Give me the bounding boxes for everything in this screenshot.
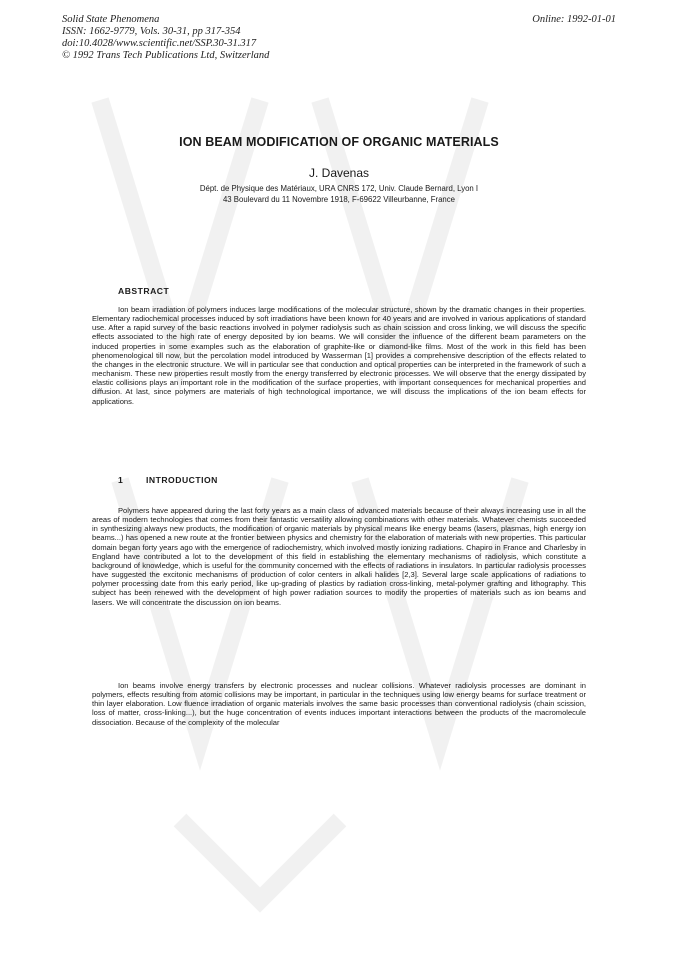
journal-name: Solid State Phenomena bbox=[62, 14, 160, 25]
intro-paragraph-2: Ion beams involve energy transfers by electronic processes and nuclear collisions. Whatever radiolysis processes are dominant in polymers, effects resulting from atomic collisions may be important, in particular in the techniques using low energy beams for surface treatment or thin layer elaboration. Low fluence irradiation of organic materials involves the same basic processes than conventional radiolysis (chain scission, loss of matter, cross-linking...), but the huge concentration of events induces important interactions between the products of the macromolecule dissociation. Because of the complexity of the molecular bbox=[92, 681, 586, 727]
journal-doi: doi:10.4028/www.scientific.net/SSP.30-31.317 bbox=[62, 38, 257, 49]
intro-paragraph-1: Polymers have appeared during the last forty years as a main class of advanced materials because of their always increasing use in all the areas of modern technologies that comes from their fantastic versatility allowing combinations with other materials. Whatever chemists succeeded in synthesizing always new products, the modification of organic materials by physical means like energy beams (lasers, plasmas, high energy ion beams...) has opened a new route at the frontier between physics and chemistry for the elaboration of materials with new properties. This particular domain began forty years ago with the emergence of radiochemistry, which involved mostly ionizing radiations. Chapiro in France and Charlesby in England have contributed a lot to the development of this field in establishing the elementary mechanisms of radiolysis, which constitute a background of knowledge, which is useful for the community concerned with the effects of radiations in insulators. In particular radiolysis processes have suggested the excitonic mechanisms of production of color centers in alkali halides [2,3]. Several large scale applications of radiations to polymer processing date from this early period, like up-grading of plastics by radiation cross-linking, metal-polymer grafting and lithography. This subject has been renewed with the development of high power radiation sources to modify the properties of materials such as ion beams and lasers. We will concentrate the discussion on ion beams. bbox=[92, 506, 586, 607]
affiliation-line-1: Dépt. de Physique des Matériaux, URA CNRS 172, Univ. Claude Bernard, Lyon I bbox=[199, 184, 479, 193]
online-date: Online: 1992-01-01 bbox=[532, 14, 616, 25]
intro-heading: INTRODUCTION bbox=[146, 475, 218, 485]
abstract-heading: ABSTRACT bbox=[118, 286, 170, 296]
journal-header bbox=[62, 14, 269, 62]
affiliation-line-2: 43 Boulevard du 11 Novembre 1918, F-69622 Villeurbanne, France bbox=[222, 195, 456, 204]
journal-copyright: © 1992 Trans Tech Publications Ltd, Switzerland bbox=[62, 50, 270, 61]
paper-author: J. Davenas bbox=[308, 166, 370, 180]
journal-issn: ISSN: 1662-9779, Vols. 30-31, pp 317-354 bbox=[62, 26, 241, 37]
abstract-text: Ion beam irradiation of polymers induces large modifications of the molecular structure, shown by the dramatic changes in their properties. Elementary radiochemical processes induced by soft irradiations have been known for 40 years and are involved in various applications of standard use. After a rapid survey of the basic reactions involved in polymer radiolysis such as chain scission and cross linking, we will discuss the specific effects associated to the high rate of energy deposited by ion beams. We will consider the influence of the different beam parameters on the induced properties in some examples such as the elaboration of graphite-like or diamond-like films. Most of the work in this field has been phenomenological till now, but the percolation model introduced by Wasserman [1] provides a comprehensive description of the effects related to the changes in the electronic structure. We will in particular see that conduction and optical properties can be interpreted in the framework of such a mechanism. These new properties result mostly from the energy transferred by electronic processes. We will observe that the energy dissipated by elastic collisions plays an important role in the modification of the surface properties, with important consequences for mechanical properties and diffusion. At last, since polymers are materials of high technological importance, we will discuss the implications of the ion beam effects for applications. bbox=[92, 305, 586, 406]
paper-title: ION BEAM MODIFICATION OF ORGANIC MATERIALS bbox=[179, 135, 499, 149]
intro-section-number: 1 bbox=[118, 475, 123, 485]
